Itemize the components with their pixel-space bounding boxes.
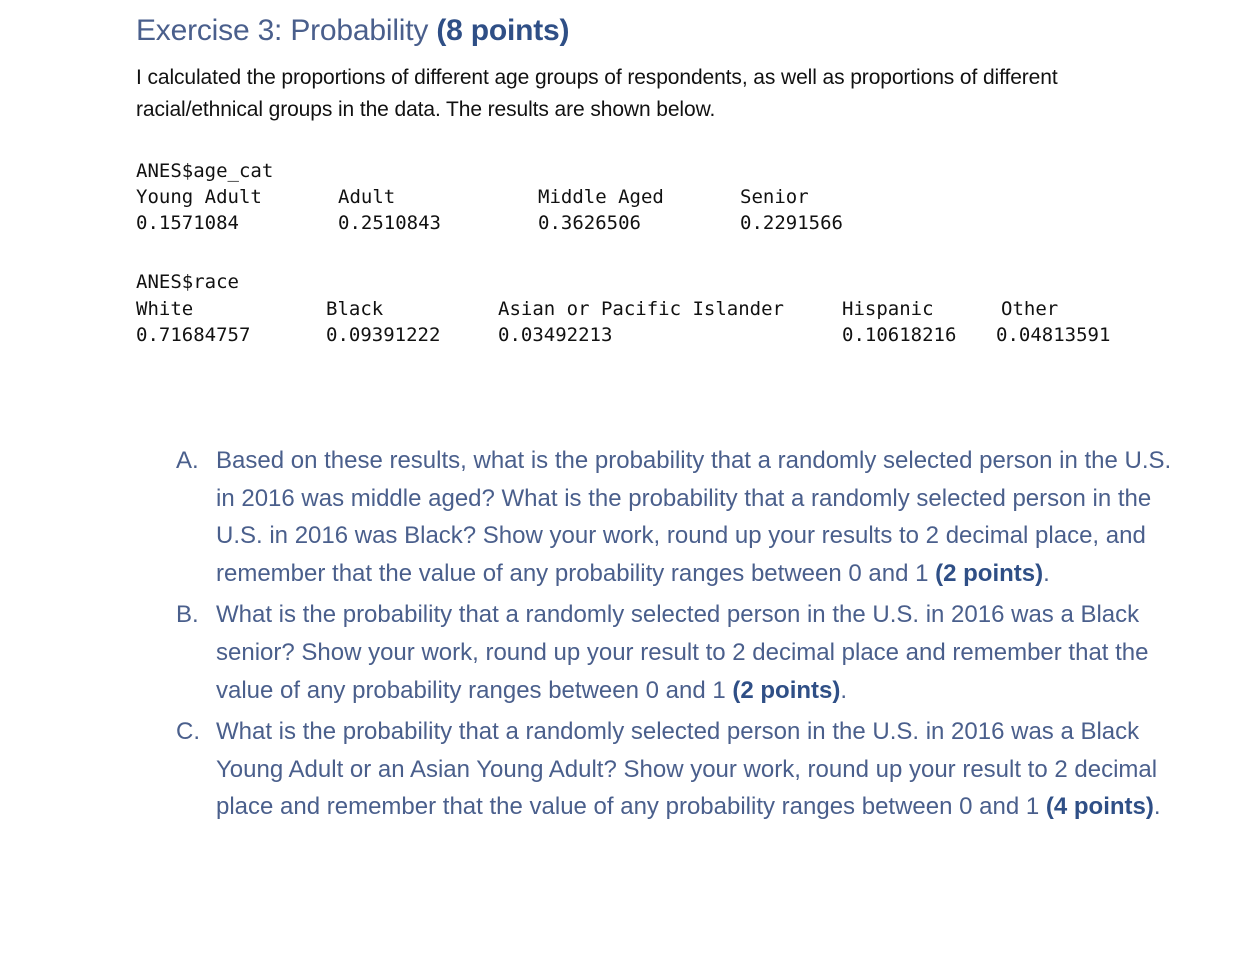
question-letter: C. — [176, 718, 200, 746]
race-value-black: 0.09391222 — [326, 324, 441, 346]
race-header-hispanic: Hispanic — [842, 298, 934, 320]
race-value-asian: 0.03492213 — [498, 324, 613, 346]
question-points: (2 points) — [732, 676, 841, 704]
age-header-senior: Senior — [740, 186, 809, 208]
question-b — [176, 596, 1176, 709]
race-value-hispanic: 0.10618216 — [842, 324, 957, 346]
intro-paragraph: I calculated the proportions of different age groups of respondents, as well as proportions of different racial/ethnical groups in the data. The results are shown below. — [136, 66, 1058, 121]
question-a — [176, 442, 1176, 592]
question-list — [176, 442, 1176, 830]
question-letter: A. — [176, 447, 199, 474]
race-header-other: Other — [1001, 298, 1059, 320]
question-points: (4 points) — [1045, 793, 1154, 821]
race-header-white: White — [136, 298, 194, 320]
race-header-black: Black — [326, 298, 384, 320]
question-c — [176, 713, 1176, 826]
question-text: What is the probability that a randomly selected person in the U.S. in 2016 was a Black Young Adult or an Asian Young Adult? Show your work, round up your result to 2 decimal place and remember that the value of any probability ranges between 0 and 1 — [216, 718, 1158, 821]
race-value-white: 0.71684757 — [136, 324, 251, 346]
question-end: . — [1153, 793, 1161, 821]
race-varname: ANES$race — [136, 271, 239, 293]
age-value-young-adult: 0.1571084 — [136, 212, 239, 234]
question-text: Based on these results, what is the probability that a randomly selected person in the U.S. in 2016 was middle aged? What is the probability that a randomly selected person in the U.S. in 2016 was Black? Show your work, round up your results to 2 decimal place, and remember that the value of any probability ranges between 0 and 1 — [216, 447, 1172, 587]
title-main: Exercise 3: Probability — [136, 14, 437, 47]
age-varname: ANES$age_cat — [136, 160, 274, 182]
race-header-asian: Asian or Pacific Islander — [498, 298, 784, 320]
exercise-title — [136, 14, 569, 48]
age-header-young-adult: Young Adult — [136, 186, 262, 208]
age-category-output — [136, 158, 1236, 238]
age-value-adult: 0.2510843 — [338, 212, 441, 234]
question-letter: B. — [176, 601, 199, 629]
title-points: (8 points) — [436, 14, 570, 47]
age-value-senior: 0.2291566 — [740, 212, 843, 234]
question-end: . — [840, 676, 848, 704]
age-header-middle-aged: Middle Aged — [538, 186, 664, 208]
race-output — [136, 269, 1236, 349]
race-value-other: 0.04813591 — [996, 324, 1111, 346]
question-text: What is the probability that a randomly selected person in the U.S. in 2016 was a Black senior? Show your work, round up your result to 2 decimal place and remember that the value of any probability ranges between 0 and 1 — [216, 601, 1149, 704]
age-header-adult: Adult — [338, 186, 396, 208]
age-value-middle-aged: 0.3626506 — [538, 212, 641, 234]
question-end: . — [1043, 559, 1050, 587]
question-points: (2 points) — [935, 559, 1044, 587]
